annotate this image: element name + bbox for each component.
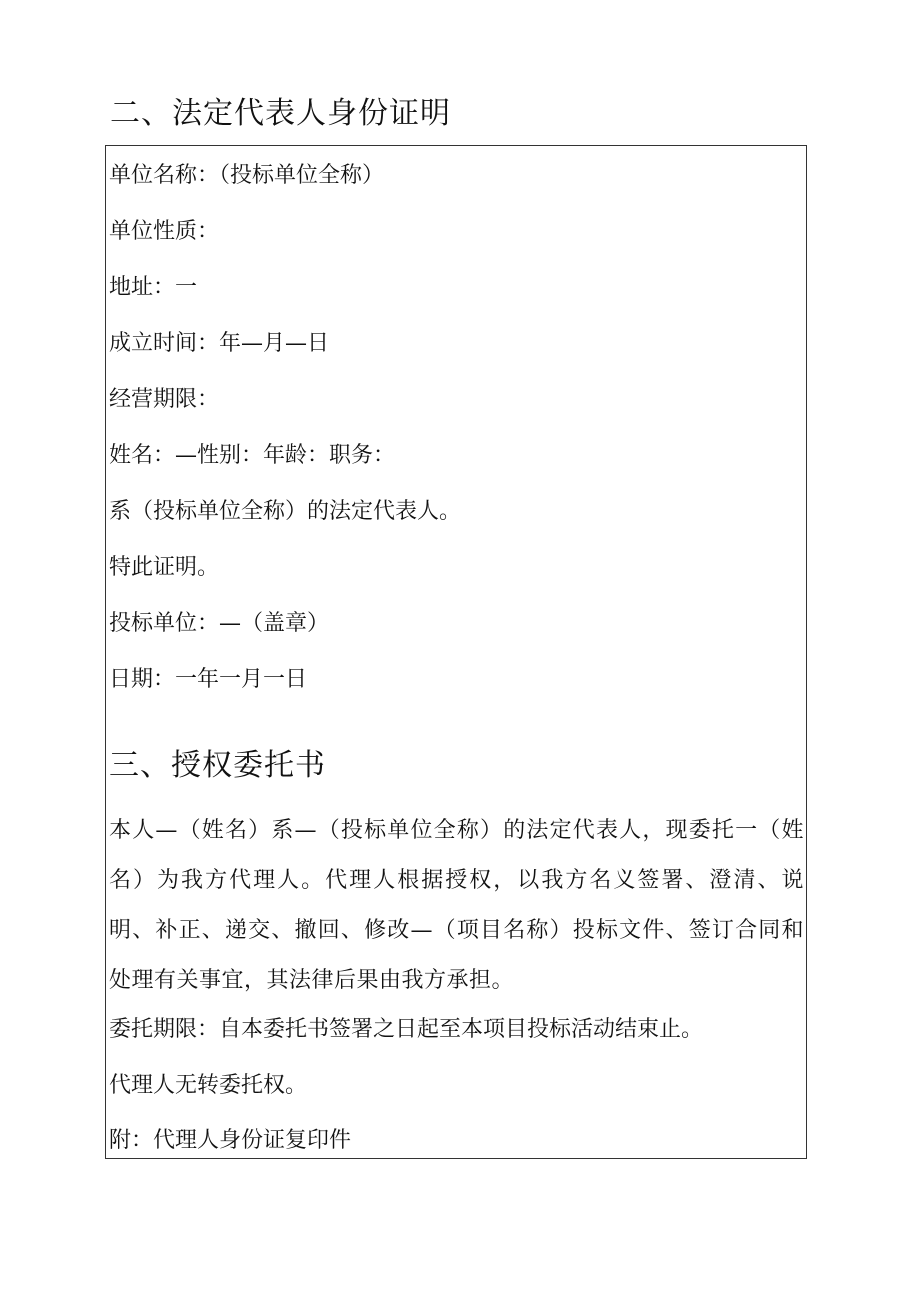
authorization-body-paragraph: 本人—（姓名）系—（投标单位全称）的法定代表人，现委托一（姓名）为我方代理人。代理人根据授权，以我方名义签署、澄清、说明、补正、递交、撤回、修改—（项目名称）投标文件、签订合同和处理有关事宜，其法律后果由我方承担。: [109, 818, 804, 993]
business-term-line: 经营期限：: [109, 387, 220, 412]
document-frame: [105, 145, 807, 1159]
attachment-line: 附：代理人身份证复印件: [109, 1128, 352, 1153]
section-2-heading: 二、法定代表人身份证明: [110, 96, 451, 131]
established-date-line: 成立时间：年—月—日: [109, 331, 330, 356]
no-sub-delegation-line: 代理人无转委托权。: [109, 1073, 308, 1098]
unit-name-line: 单位名称：（投标单位全称）: [109, 163, 385, 188]
section-3-heading: 三、授权委托书: [109, 748, 326, 783]
legal-rep-statement-line: 系（投标单位全称）的法定代表人。: [109, 499, 462, 524]
date-line: 日期：一年一月一日: [109, 667, 308, 692]
address-line: 地址：一: [109, 275, 198, 300]
unit-nature-line: 单位性质：: [109, 219, 220, 244]
bidder-seal-line: 投标单位：—（盖章）: [109, 611, 330, 636]
certification-line: 特此证明。: [109, 555, 220, 580]
personal-info-line: 姓名：—性别：年龄：职务：: [109, 443, 396, 468]
authorization-term-line: 委托期限：自本委托书签署之日起至本项目投标活动结束止。: [109, 1017, 704, 1042]
